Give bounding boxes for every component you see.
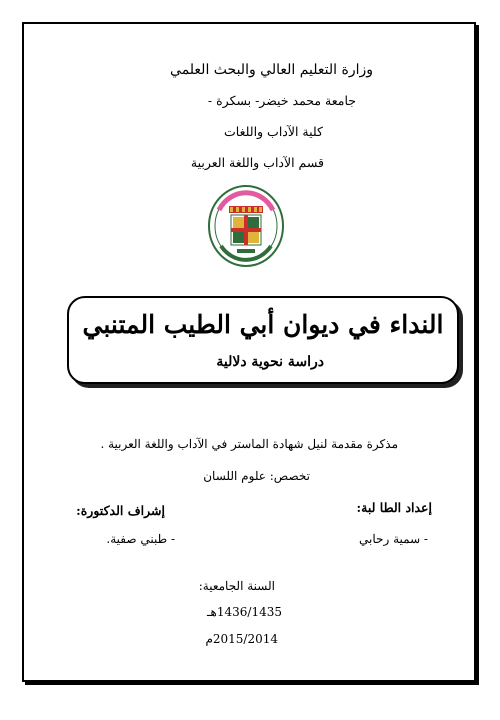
specialty-line: تخصص: علوم اللسان xyxy=(203,469,310,483)
thesis-title: النداء في ديوان أبي الطيب المتنبي xyxy=(82,310,444,339)
student-name: - سمية رحابي xyxy=(359,532,428,546)
university-seal-icon xyxy=(207,184,285,268)
academic-year-hijri: 1436/1435هـ xyxy=(207,605,282,619)
memo-line: مذكرة مقدمة لنيل شهادة الماستر في الآداب واللغة العربية . xyxy=(100,437,398,451)
thesis-subtitle: دراسة نحوية دلالية xyxy=(216,354,324,370)
prepared-by-label: إعداد الطا لبة: xyxy=(356,500,432,515)
academic-year-label: السنة الجامعية: xyxy=(198,579,275,593)
supervisor-name: - طبني صفية. xyxy=(106,532,175,546)
academic-year-gregorian: 2015/2014م xyxy=(205,632,278,646)
supervised-by-label: إشراف الدكتورة: xyxy=(76,503,165,518)
ministry-line: وزارة التعليم العالي والبحث العلمي xyxy=(170,62,373,78)
title-box xyxy=(67,296,459,384)
faculty-line: كلية الآداب واللغات xyxy=(224,124,323,139)
department-line: قسم الآداب واللغة العربية xyxy=(190,155,324,170)
university-line: جامعة محمد خيضر- بسكرة - xyxy=(207,93,356,108)
